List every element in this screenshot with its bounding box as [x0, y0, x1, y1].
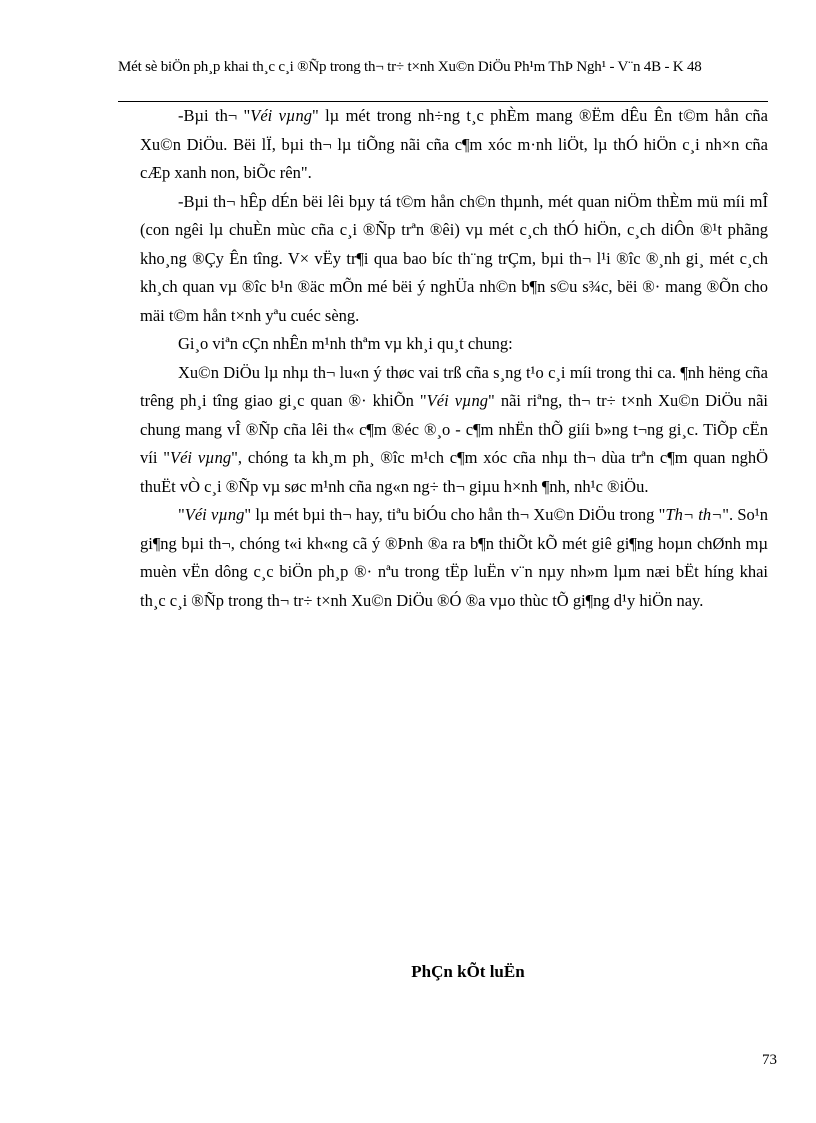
poem-title: Véi vµng [184, 505, 245, 524]
paragraph-5 [140, 501, 768, 615]
page-number: 73 [762, 1052, 777, 1068]
running-header: Mét sè biÖn ph¸p khai th¸c c¸i ®Ñp trong th¬ tr÷ t×nh Xu©n DiÖu Ph¹m ThÞ Ngh¹ - V¨n 4B - K 48 [118, 59, 702, 75]
poem-title: Véi vµng [250, 106, 312, 125]
p5-text-a: " [178, 505, 185, 524]
p4-text-b: " nãi riªng, th¬ tr÷ t×nh Xu©n DiÖu nãi chung mang vÎ ®Ñp cña lêi th« c¶m ®éc ®¸o - c¶m nhËn thÕ giíi b»ng t¬ng gi¸c. TiÕp cËn víi " [140, 391, 768, 467]
p4-text-c: ", chóng ta kh¸m ph¸ ®îc m¹ch c¶m xóc cña nhµ th¬ dùa trªn c¶m quan nghÖ thuËt vÒ c¸i ®Ñp vµ søc m¹nh cña ng«n ng÷ th¬ giµu h×nh ¶nh, nh¹c ®iÖu. [140, 448, 768, 496]
p1-text-a: -Bµi th¬ " [178, 106, 251, 125]
p5-text-b: " lµ mét bµi th¬ hay, tiªu biÓu cho hån th¬ Xu©n DiÖu trong " [244, 505, 666, 524]
collection-title: Th¬ th¬ [665, 505, 723, 524]
p4-text-a: Xu©n DiÖu lµ nhµ th¬ lu«n ý thøc vai trß cña s¸ng t¹o c¸i míi trong thi ca. ¶nh hëng cña trêng ph¸i tîng giao gi¸c quan ®· khiÕn " [140, 362, 768, 410]
body-text [140, 102, 768, 615]
paragraph-3: Gi¸o viªn cÇn nhÊn m¹nh thªm vµ kh¸i qu¸t chung: [178, 334, 513, 353]
poem-title: Véi vµng [426, 391, 489, 410]
poem-title: Véi vµng [170, 448, 232, 467]
paragraph-1 [140, 102, 768, 188]
conclusion-heading: PhÇn kÕt luËn [411, 962, 525, 981]
paragraph-2: -Bµi th¬ hÊp dÉn bëi lêi bµy tá t©m hån ch©n thµnh, mét quan niÖm thÈm mü míi mÎ (con ngêi lµ chuÈn mùc cña c¸i ®Ñp trªn ®êi) vµ mét c¸ch thÓ hiÖn, c¸ch diÔn ®¹t phãng kho¸ng ®Çy Ên tîng. V× vËy tr¶i qua bao bíc th¨ng trÇm, bµi th¬ l¹i ®îc ®¸nh gi¸ mét c¸ch kh¸ch quan vµ ®îc b¹n ®äc mÕn mé bëi ý nghÜa nh©n b¶n s©u s¾c, bëi ®· mang ®Õn cho mäi t©m hån t×nh yªu cuéc sèng. [140, 191, 768, 325]
p1-text-b: " lµ mét trong nh÷ng t¸c phÈm mang ®Ëm dÊu Ên t©m hån cña Xu©n DiÖu. Bëi lÏ, bµi th¬ lµ tiÕng nãi cña c¶m xóc m·nh liÖt, lµ thÓ hiÖn c¸i nh×n cña cÆp xanh non, biÕc rên". [140, 106, 768, 182]
paragraph-4 [140, 359, 768, 502]
p5-text-c: ". So¹n gi¶ng bµi th¬, chóng t«i kh«ng cã ý ®Þnh ®a ra b¶n thiÕt kÕ mét giê gi¶ng hoµn chØnh mµ muèn vËn dông c¸c biÖn ph¸p ®· nªu trong tËp luËn v¨n nµy nh»m lµm næi bËt híng khai th¸c c¸i ®Ñp trong th¬ tr÷ t×nh Xu©n DiÖu ®Ó ®a vµo thùc tÕ gi¶ng d¹y hiÖn nay. [140, 505, 768, 610]
